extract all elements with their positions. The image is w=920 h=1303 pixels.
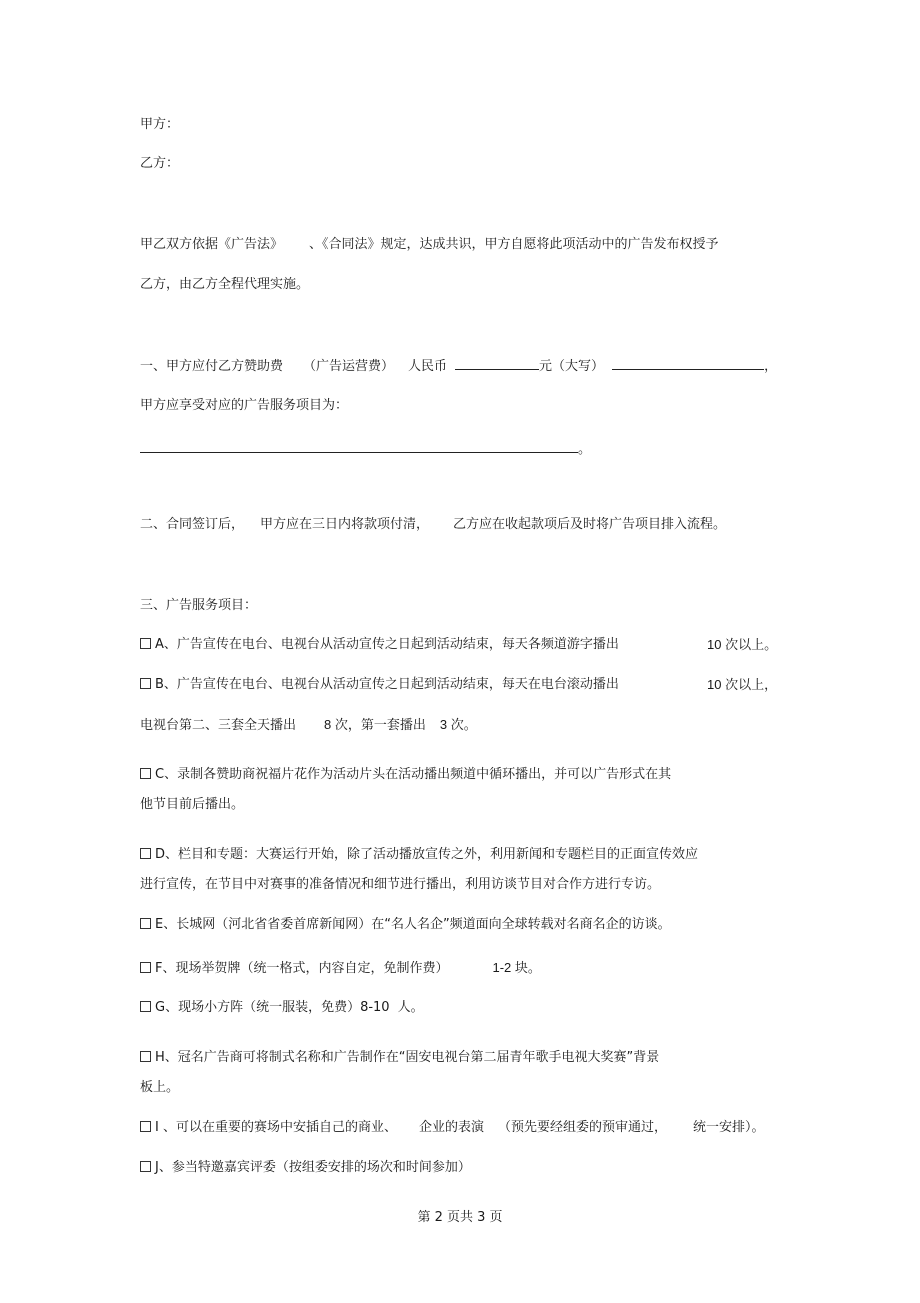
s1-text-a: 一、甲方应付乙方赞助费 (140, 359, 284, 374)
service-items-blank[interactable] (140, 440, 578, 453)
item-d-text: D、栏目和专题：大赛运行开始，除了活动播放宣传之外，利用新闻和专题栏目的正面宣传效应 (155, 847, 699, 862)
item-d-line-2: 进行宣传，在节目中对赛事的准备情况和细节进行播出，利用访谈节目对合作方进行专访。 (140, 877, 661, 892)
checkbox-j[interactable] (140, 1161, 151, 1172)
checkbox-g[interactable] (140, 1001, 151, 1012)
section-1-line-2: 甲方应享受对应的广告服务项目为： (140, 398, 349, 413)
item-c-line-2: 他节目前后播出。 (140, 797, 245, 812)
item-g-text: G、现场小方阵（统一服装，免费）8-10 (155, 1000, 390, 1015)
item-f-count: 1-2 块。 (492, 960, 541, 975)
s1-text-e: ， (764, 359, 778, 374)
party-a-label: 甲方： (140, 117, 180, 132)
checkbox-i[interactable] (140, 1121, 151, 1132)
intro-line-1 (140, 237, 719, 253)
item-i-text-4: 统一安排）。 (693, 1120, 765, 1135)
item-h-line-2: 板上。 (140, 1080, 180, 1095)
item-b-text-4: 3 次。 (439, 717, 477, 732)
intro-line-2: 乙方，由乙方全程代理实施。 (140, 277, 310, 292)
item-j-text: J、参当特邀嘉宾评委（按组委安排的场次和时间参加） (155, 1160, 471, 1175)
checkbox-f[interactable] (140, 962, 151, 973)
item-j (140, 1160, 471, 1176)
section-3-title: 三、广告服务项目： (140, 598, 258, 613)
item-b-line-2 (140, 717, 477, 734)
item-i (140, 1120, 765, 1136)
s1-end: 。 (578, 442, 592, 457)
intro-text-a: 甲乙双方依据《广告法》 (140, 237, 284, 252)
page-footer: 第 2 页共 3 页 (417, 1210, 503, 1225)
checkbox-a[interactable] (140, 638, 151, 649)
checkbox-h[interactable] (140, 1051, 151, 1062)
checkbox-b[interactable] (140, 678, 151, 689)
item-a-count: 10 次以上。 (707, 637, 778, 652)
item-g (140, 1000, 424, 1016)
item-b-text-3: 8 次，第一套播出 (324, 717, 426, 732)
intro-text-b: 、《合同法》规定，达成共识，甲方自愿将此项活动中的广告发布权授予 (309, 237, 719, 252)
section-2 (140, 517, 726, 533)
item-d (140, 847, 698, 863)
item-b-text-2: 电视台第二、三套全天播出 (140, 718, 297, 733)
item-a (140, 637, 619, 653)
item-i-text-1: I 、可以在重要的赛场中安插自己的商业、 (155, 1120, 397, 1135)
checkbox-d[interactable] (140, 848, 151, 859)
item-c-text: C、录制各赞助商祝福片花作为活动片头在活动播出频道中循环播出，并可以广告形式在其 (155, 767, 672, 782)
item-e-text: E、长城网（河北省省委首席新闻网）在“名人名企”频道面向全球转载对名商名企的访谈。 (155, 917, 671, 932)
amount-blank[interactable] (455, 357, 539, 370)
item-b-count: 10 次以上， (707, 677, 778, 692)
s1-text-d: 元（大写） (539, 359, 605, 374)
item-a-text: A、广告宣传在电台、电视台从活动宣传之日起到活动结束，每天各频道游字播出 (155, 637, 619, 652)
item-h (140, 1050, 659, 1066)
section-1-line-1 (140, 357, 777, 375)
item-c (140, 767, 671, 783)
item-f (140, 960, 541, 977)
party-b-label: 乙方： (140, 156, 180, 171)
section-1-line-3 (140, 440, 591, 458)
item-b (140, 677, 619, 693)
item-i-text-2: 企业的表演 (418, 1120, 484, 1135)
item-b-text: B、广告宣传在电台、电视台从活动宣传之日起到活动结束，每天在电台滚动播出 (155, 677, 619, 692)
item-g-text-2: 人。 (397, 1000, 424, 1015)
s1-text-c: 人民币 (408, 359, 448, 374)
item-f-text: F、现场举贺牌（统一格式，内容自定，免制作费） (155, 961, 449, 976)
item-i-text-3: （预先要经组委的预审通过， (497, 1120, 667, 1135)
item-h-text: H、冠名广告商可将制式名称和广告制作在“固安电视台第二届青年歌手电视大奖赛”背景 (155, 1050, 660, 1065)
item-e (140, 917, 671, 933)
s2-text-c: 乙方应在收起款项后及时将广告项目排入流程。 (453, 517, 727, 532)
s2-text-a: 二、合同签订后， (140, 517, 245, 532)
s2-text-b: 甲方应在三日内将款项付清， (260, 517, 430, 532)
checkbox-e[interactable] (140, 918, 151, 929)
amount-uppercase-blank[interactable] (612, 357, 764, 370)
s1-text-b: （广告运营费） (303, 359, 395, 374)
checkbox-c[interactable] (140, 768, 151, 779)
